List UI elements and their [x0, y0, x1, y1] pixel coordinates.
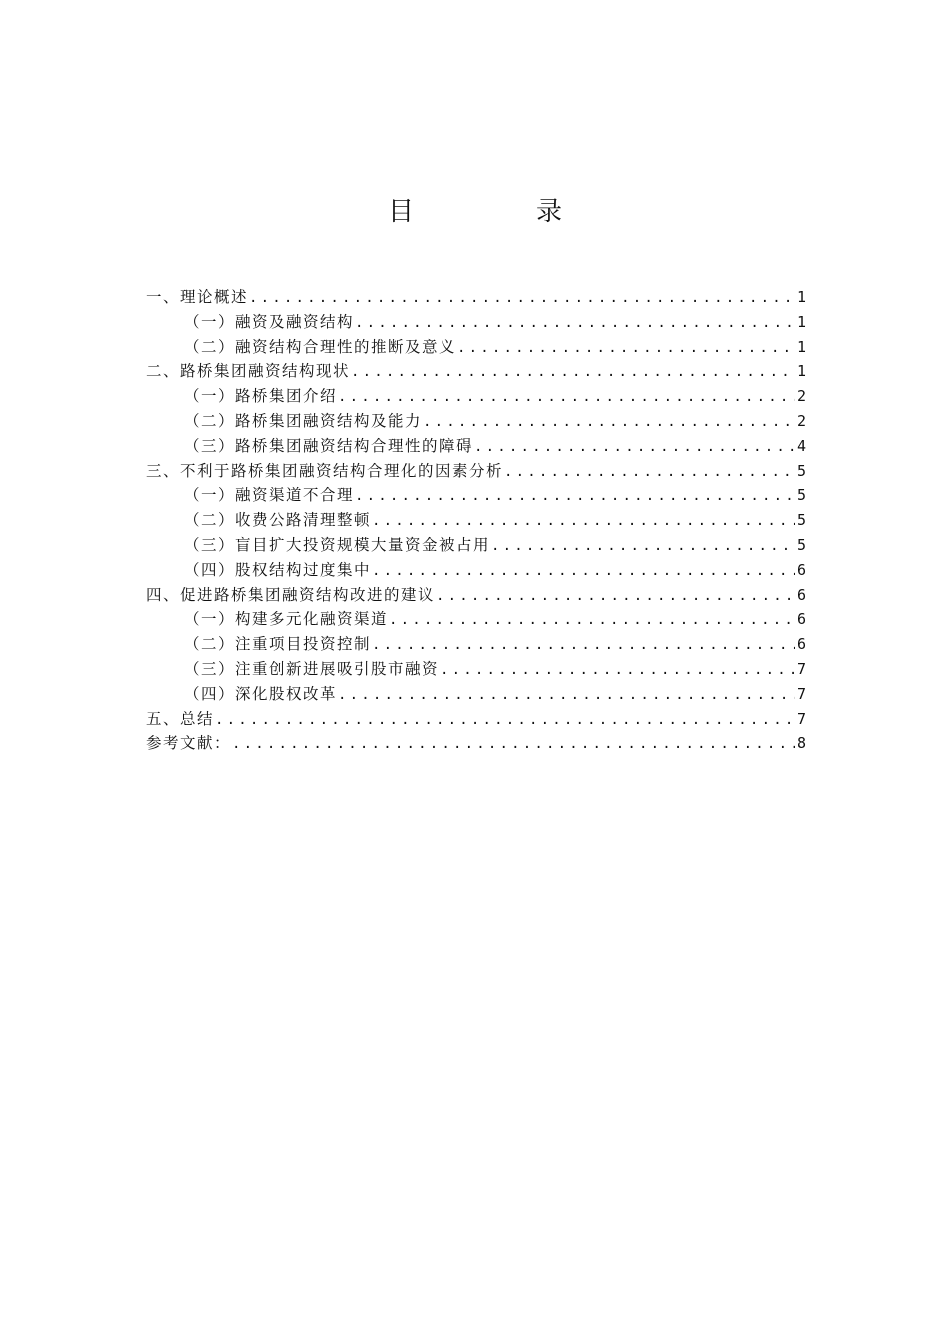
toc-entry[interactable] [146, 657, 806, 682]
toc-dot-leader [338, 683, 795, 708]
toc-entry[interactable] [146, 632, 806, 657]
toc-entry[interactable] [146, 508, 806, 533]
toc-entry[interactable] [146, 434, 806, 459]
toc-dot-leader [232, 732, 795, 757]
toc-page-number: 6 [796, 610, 806, 629]
toc-entry[interactable] [146, 682, 806, 707]
toc-page-number: 7 [796, 659, 806, 678]
toc-entry[interactable] [146, 731, 806, 756]
toc-entry-title: （一）融资渠道不合理 [184, 486, 355, 505]
toc-entry-title: （四）深化股权改革 [184, 684, 338, 703]
toc-dot-leader [351, 360, 795, 385]
table-of-contents [146, 285, 806, 756]
toc-dot-leader [440, 658, 795, 683]
toc-page-number: 7 [796, 684, 806, 703]
toc-entry[interactable] [146, 285, 806, 310]
toc-page-number: 6 [796, 560, 806, 579]
toc-page-number: 1 [796, 362, 806, 381]
toc-page-number: 7 [796, 709, 806, 728]
toc-dot-leader [372, 633, 795, 658]
toc-page-number: 6 [796, 585, 806, 604]
toc-entry-title: 一、理论概述 [146, 288, 249, 306]
toc-entry[interactable] [146, 409, 806, 434]
toc-page-number: 1 [796, 337, 806, 356]
toc-dot-leader [423, 410, 795, 435]
toc-dot-leader [215, 708, 795, 733]
toc-entry-title: （二）融资结构合理性的推断及意义 [184, 337, 457, 356]
toc-entry-title: （三）路桥集团融资结构合理性的障碍 [184, 436, 474, 455]
toc-entry[interactable] [146, 483, 806, 508]
toc-page-number: 5 [796, 461, 806, 480]
toc-page-number: 5 [796, 511, 806, 530]
toc-entry[interactable] [146, 607, 806, 632]
toc-dot-leader [474, 435, 795, 460]
toc-dot-leader [372, 509, 795, 534]
toc-entry[interactable] [146, 310, 806, 335]
toc-entry-title: （一）路桥集团介绍 [184, 387, 338, 406]
toc-entry[interactable] [146, 583, 806, 608]
toc-dot-leader [491, 534, 795, 559]
toc-entry-title: （三）盲目扩大投资规模大量资金被占用 [184, 535, 491, 554]
toc-entry[interactable] [146, 384, 806, 409]
toc-dot-leader [355, 311, 795, 336]
toc-dot-leader [457, 336, 795, 361]
toc-entry-title: 二、路桥集团融资结构现状 [146, 362, 351, 381]
toc-page-number: 6 [796, 635, 806, 654]
toc-dot-leader [249, 286, 795, 311]
toc-page-number: 5 [796, 486, 806, 505]
toc-entry-title: 四、促进路桥集团融资结构改进的建议 [146, 585, 436, 604]
toc-entry[interactable] [146, 558, 806, 583]
toc-entry-title: （三）注重创新进展吸引股市融资 [184, 659, 440, 678]
toc-page-number: 2 [796, 387, 806, 406]
toc-entry-title: （二）注重项目投资控制 [184, 635, 372, 654]
toc-entry-title: （四）股权结构过度集中 [184, 560, 372, 579]
toc-entry-title: 三、不利于路桥集团融资结构合理化的因素分析 [146, 461, 504, 480]
toc-page-number: 5 [796, 535, 806, 554]
toc-entry[interactable] [146, 335, 806, 360]
toc-page-number: 1 [796, 288, 806, 306]
toc-page-number: 2 [796, 411, 806, 430]
toc-entry-title: （二）收费公路清理整顿 [184, 511, 372, 530]
toc-dot-leader [436, 584, 795, 609]
toc-entry-title: 参考文献： [146, 734, 232, 753]
toc-dot-leader [338, 385, 795, 410]
toc-entry-title: （一）构建多元化融资渠道 [184, 610, 389, 629]
toc-entry-title: （一）融资及融资结构 [184, 312, 355, 331]
toc-page-number: 4 [796, 436, 806, 455]
toc-dot-leader [389, 608, 795, 633]
toc-page-number: 1 [796, 312, 806, 331]
toc-entry-title: 五、总结 [146, 709, 215, 728]
page-title: 目 录 [387, 197, 610, 227]
toc-entry[interactable] [146, 359, 806, 384]
toc-entry[interactable] [146, 707, 806, 732]
toc-dot-leader [372, 559, 795, 584]
toc-entry-title: （二）路桥集团融资结构及能力 [184, 411, 423, 430]
toc-entry[interactable] [146, 533, 806, 558]
toc-page-number: 8 [796, 734, 806, 753]
toc-entry[interactable] [146, 459, 806, 484]
toc-dot-leader [504, 460, 795, 485]
toc-dot-leader [355, 484, 795, 509]
